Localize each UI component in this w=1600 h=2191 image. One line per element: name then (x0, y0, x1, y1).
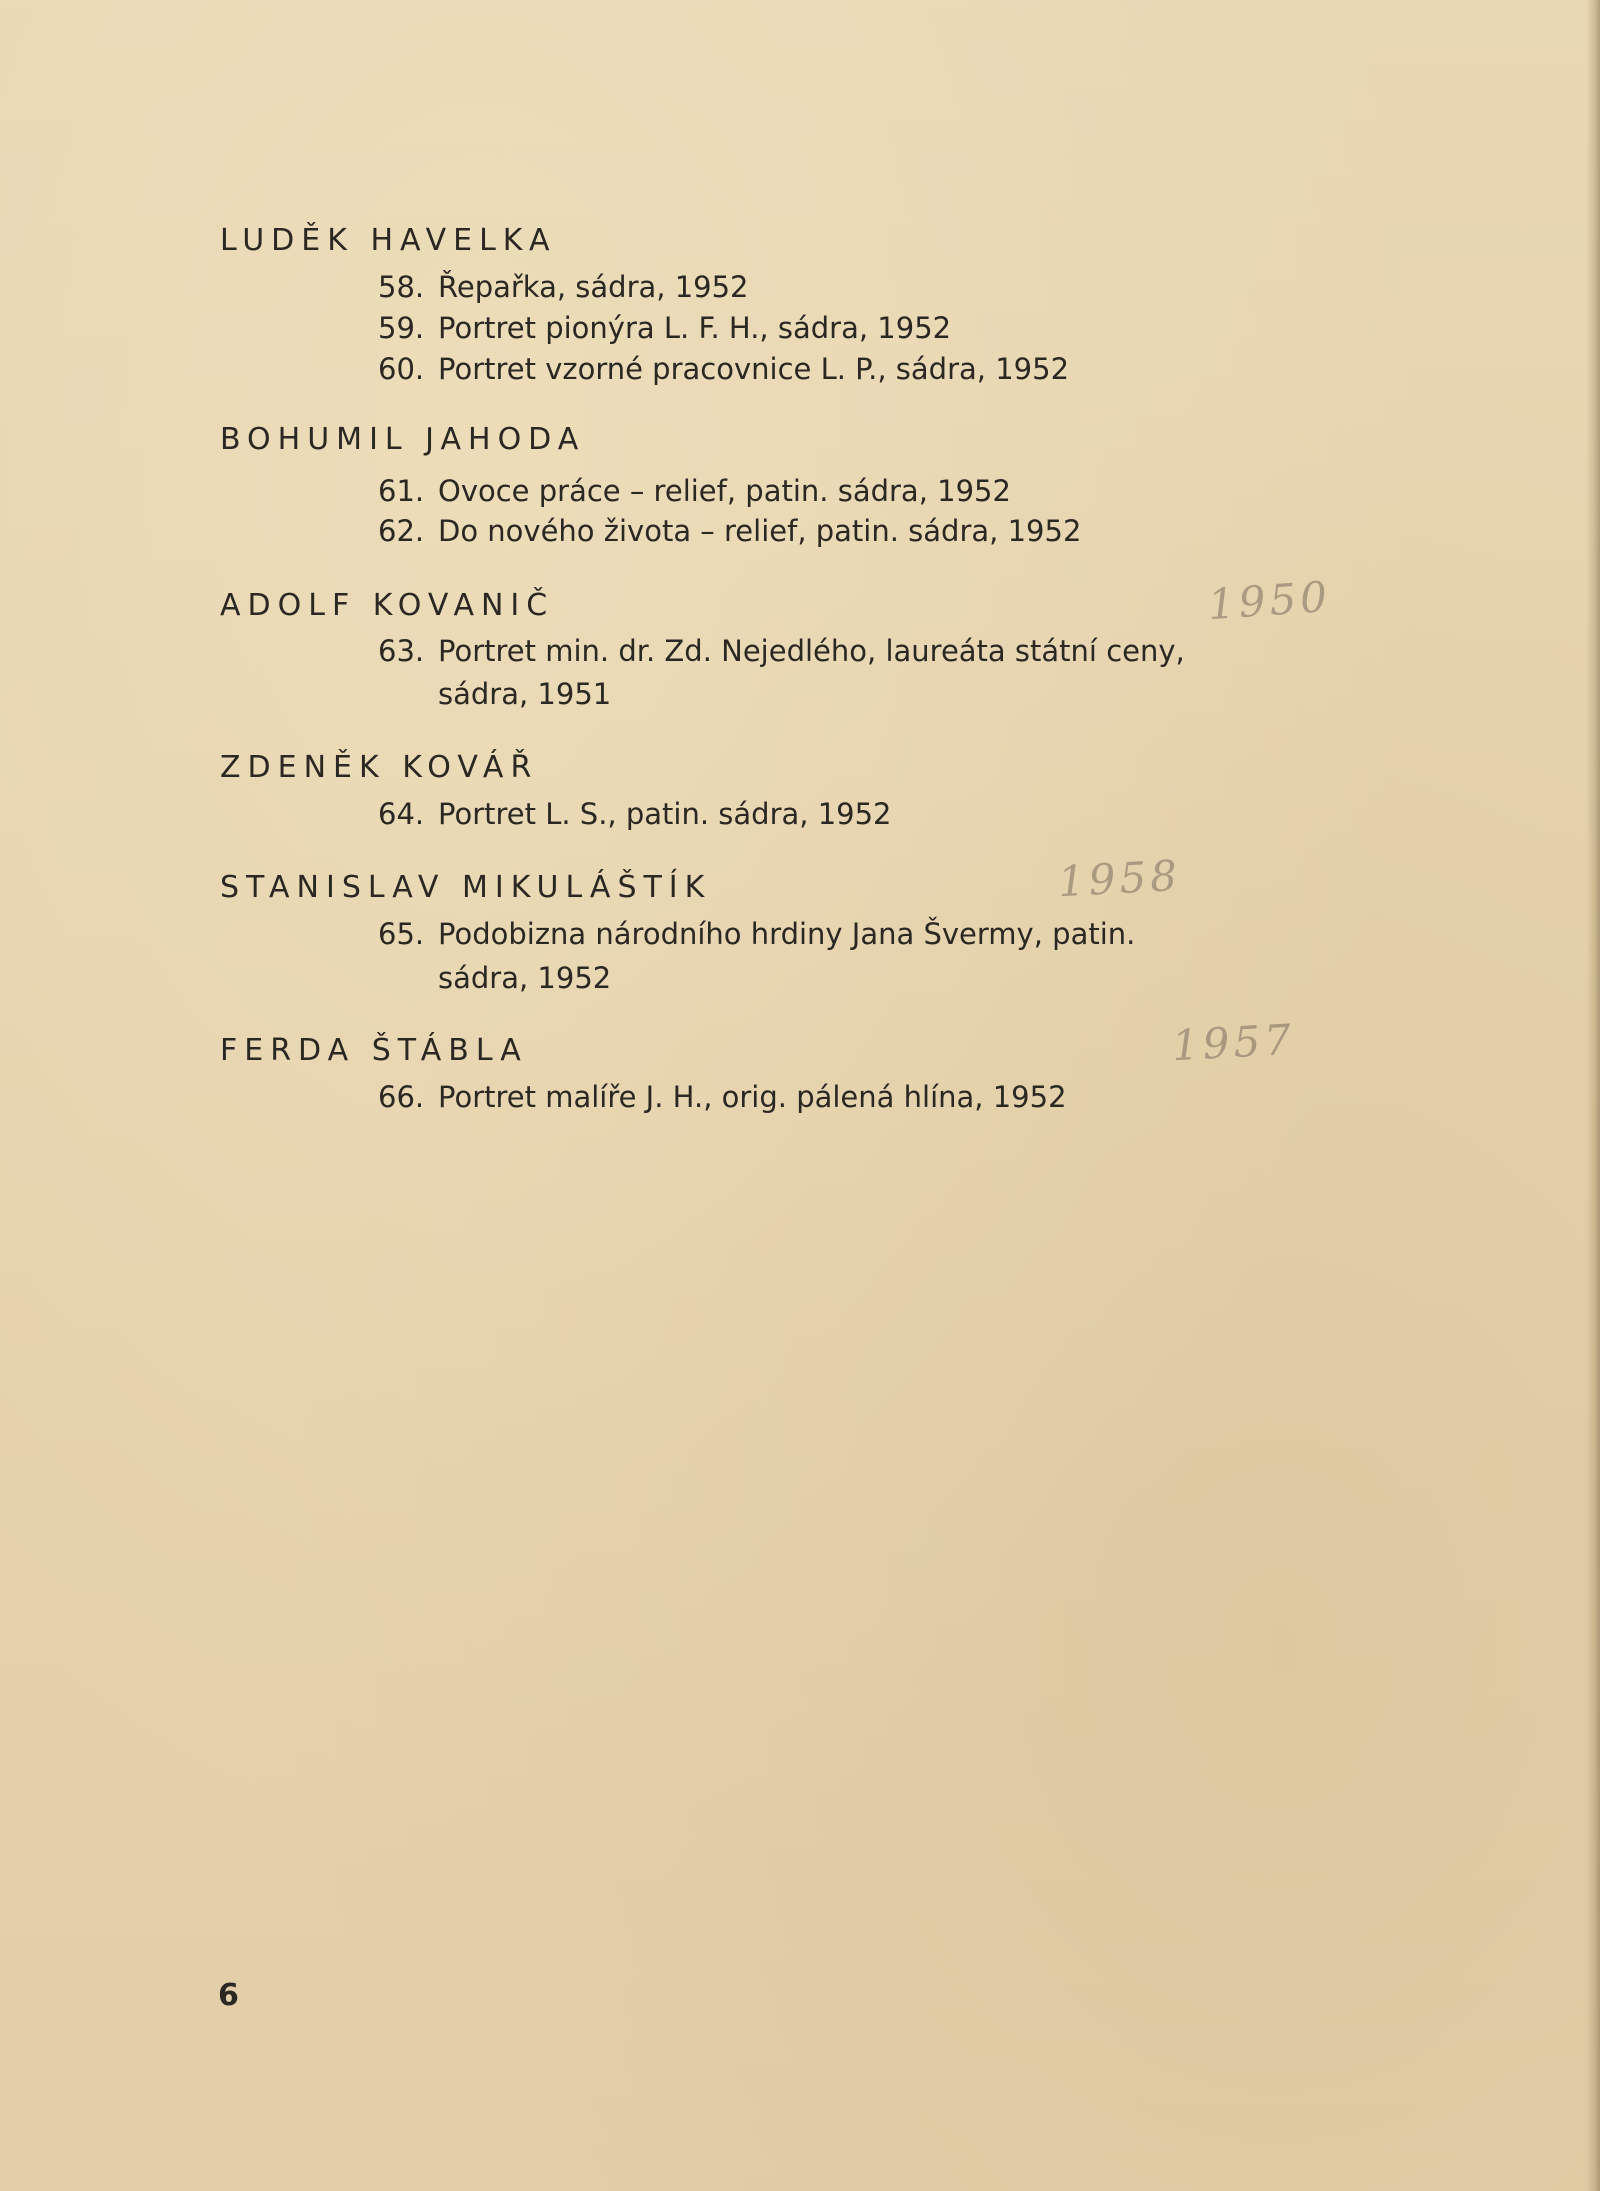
artist-name: STANISLAV MIKULÁŠTÍK (220, 870, 712, 905)
entry-number: 61. (378, 474, 425, 508)
entry-text: Portret vzorné pracovnice L. P., sádra, 1952 (438, 352, 1070, 386)
catalog-entry (378, 917, 1135, 951)
entry-text: Do nového života – relief, patin. sádra, 1952 (438, 514, 1082, 548)
page-number: 6 (218, 1978, 239, 2013)
entry-text: Portret pionýra L. F. H., sádra, 1952 (438, 311, 952, 345)
artist-name: LUDĚK HAVELKA (220, 223, 557, 258)
entry-text: Ovoce práce – relief, patin. sádra, 1952 (438, 474, 1011, 508)
catalog-entry (378, 634, 1185, 668)
catalog-entry (378, 311, 951, 345)
catalog-entry (378, 797, 892, 831)
page-edge-shadow (1586, 0, 1600, 2191)
catalog-entry (378, 1080, 1067, 1114)
catalog-entry (378, 514, 1081, 548)
handwritten-year-note: 1958 (1056, 850, 1183, 907)
entry-text: Portret L. S., patin. sádra, 1952 (438, 797, 892, 831)
handwritten-year-note: 1957 (1170, 1014, 1297, 1071)
entry-continuation: sádra, 1952 (438, 961, 612, 995)
artist-name: BOHUMIL JAHODA (220, 422, 586, 457)
catalog-entry (378, 352, 1069, 386)
entry-number: 66. (378, 1080, 425, 1114)
entry-text: Portret malíře J. H., orig. pálená hlína, 1952 (438, 1080, 1067, 1114)
entry-number: 58. (378, 270, 425, 304)
entry-continuation: sádra, 1951 (438, 677, 612, 711)
artist-name: ADOLF KOVANIČ (220, 588, 555, 623)
entry-number: 63. (378, 634, 425, 668)
entry-number: 60. (378, 352, 425, 386)
catalog-entry (378, 474, 1011, 508)
catalog-entry (378, 270, 749, 304)
entry-number: 59. (378, 311, 425, 345)
artist-name: ZDENĚK KOVÁŘ (220, 750, 539, 785)
entry-number: 65. (378, 917, 425, 951)
entry-number: 64. (378, 797, 425, 831)
entry-text: Portret min. dr. Zd. Nejedlého, laureáta státní ceny, (438, 634, 1185, 668)
handwritten-year-note: 1950 (1206, 571, 1333, 630)
entry-text: Řepařka, sádra, 1952 (438, 270, 749, 304)
entry-number: 62. (378, 514, 425, 548)
artist-name: FERDA ŠTÁBLA (220, 1033, 528, 1068)
entry-text: Podobizna národního hrdiny Jana Švermy, patin. (438, 917, 1136, 951)
